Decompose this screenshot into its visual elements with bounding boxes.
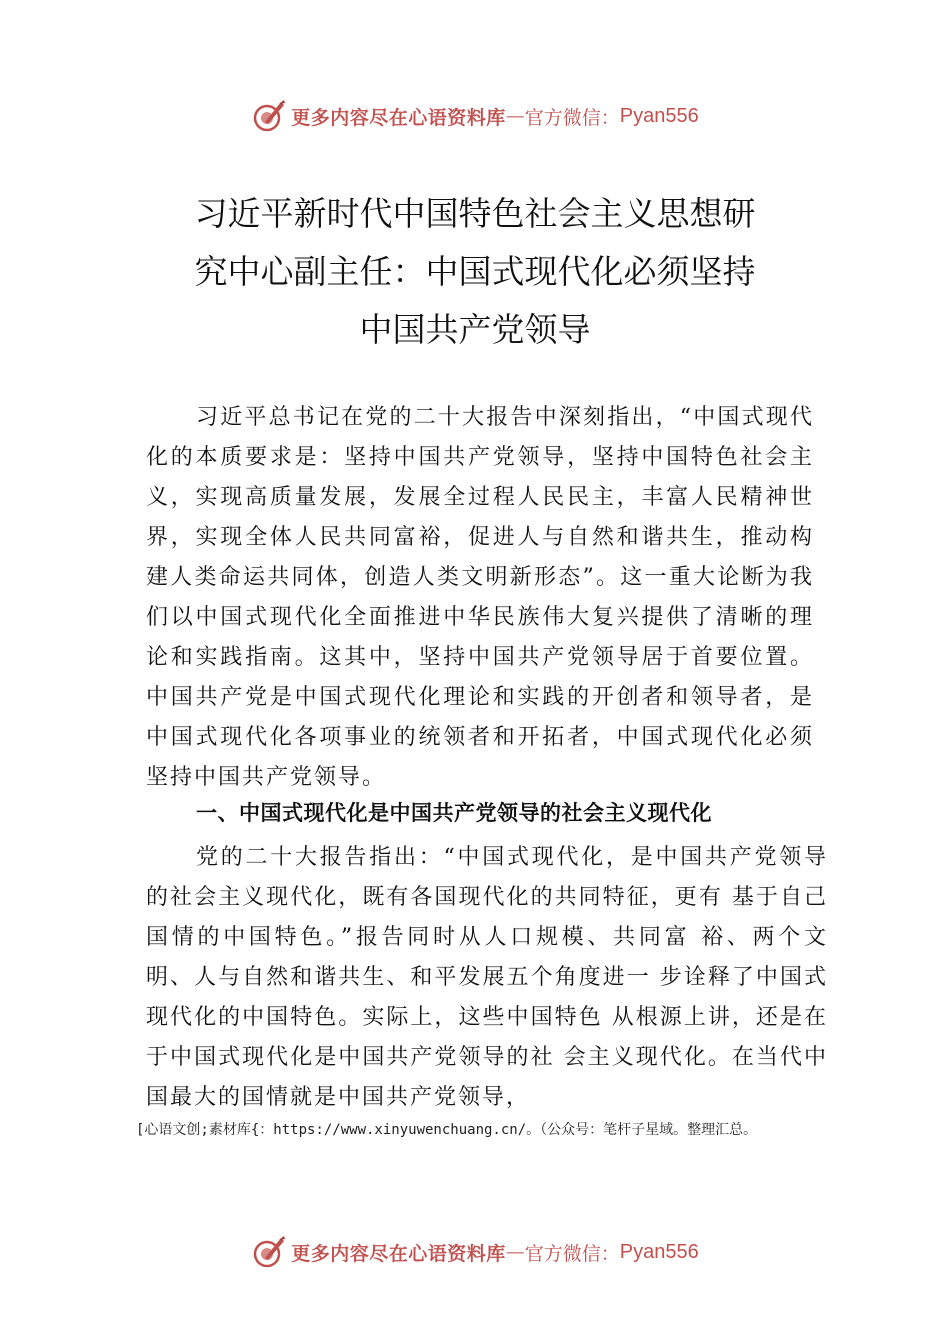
header-banner: [0, 96, 950, 136]
banner-wechat-label: 官方微信：: [524, 106, 620, 129]
banner-main-text: 更多内容尽在心语资料库: [291, 106, 506, 129]
title-line-1: 习近平新时代中国特色社会主义思想研: [194, 194, 756, 233]
quill-pen-logo-icon: [251, 98, 287, 134]
footnote: [心语文创;素材库{：https://www.xinyuwenchuang.cn/。（公众号：笔杆子星域。整理汇总。: [136, 1122, 758, 1138]
paragraph-section-1: 党的二十大报告指出：“中国式现代化，是中国共产党领导的社会主义现代化，既有各国现代化的共同特征，更有 基于自己国情的中国特色。”报告同时从人口规模、共同富 裕、两个文明、人与自然和谐共生、和平发展五个角度进一 步诠释了中国式现代化的中国特色。实际上，这些中国特色 从根源上讲，还是在于中国式现代化是中国共产党领导的社 会主义现代化。在当代中国最大的国情就是中国共产党领导，: [146, 845, 828, 1110]
banner-separator: —: [505, 1241, 525, 1263]
banner-separator: —: [505, 105, 525, 127]
banner-wechat-id: Pyan556: [619, 1240, 699, 1263]
footer-banner: [0, 1232, 950, 1272]
quill-pen-logo-icon: [251, 1234, 287, 1270]
document-title: [100, 185, 850, 359]
title-line-3: 中国共产党领导: [359, 310, 591, 349]
banner-main-text: 更多内容尽在心语资料库: [291, 1242, 506, 1265]
paragraph-intro: 习近平总书记在党的二十大报告中深刻指出，“中国式现代化的本质要求是：坚持中国共产党领导，坚持中国特色社会主义，实现高质量发展，发展全过程人民民主，丰富人民精神世界，实现全体人民共同富裕，促进人与自然和谐共生，推动构建人类命运共同体，创造人类文明新形态”。这一重大论断为我们以中国式现代化全面推进中华民族伟大复兴提供了清晰的理论和实践指南。这其中，坚持中国共产党领导居于首要位置。中国共产党是中国式现代化理论和实践的开创者和领导者，是中国式现代化各项事业的统领者和开拓者，中国式现代化必须坚持中国共产党领导。: [146, 405, 814, 790]
title-line-2: 究中心副主任：中国式现代化必须坚持: [194, 252, 756, 291]
banner-wechat-id: Pyan556: [619, 104, 699, 127]
section-heading-1: 一、中国式现代化是中国共产党领导的社会主义现代化: [196, 801, 712, 825]
banner-wechat-label: 官方微信：: [524, 1242, 620, 1265]
